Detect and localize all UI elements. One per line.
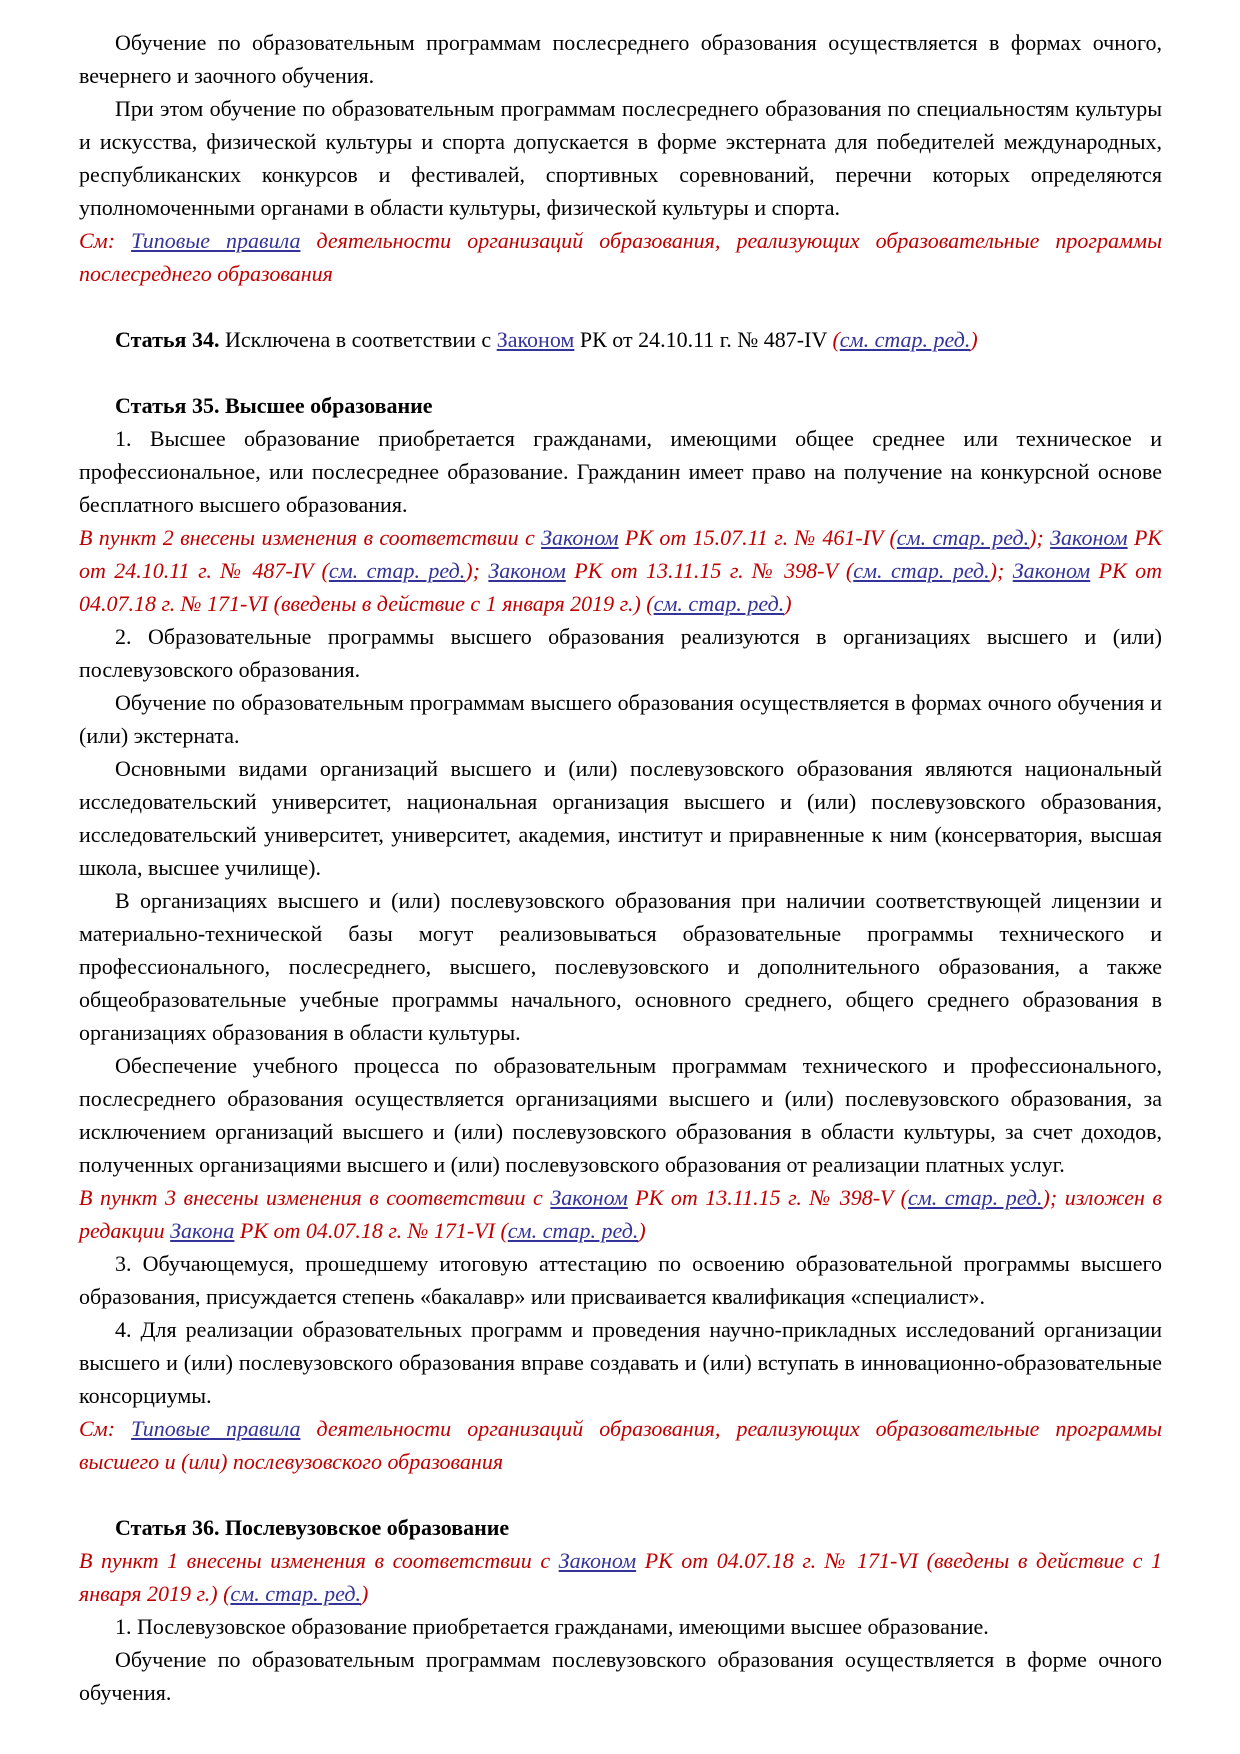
note-text: ); изложен в редакции <box>79 1185 1168 1243</box>
body-text: 2. Образовательные программы высшего образования реализуются в организациях высшего и (или) послевузовского образования. <box>79 624 1168 682</box>
note-text: РК от 13.11.15 г. № 398-V ( <box>565 558 854 583</box>
article-34-line <box>79 323 1162 356</box>
note-text: деятельности организаций образования, реализующих образовательные программы высшего и (или) послевузовского образования <box>79 1416 1168 1474</box>
document-body <box>79 26 1168 1709</box>
note-text: ) <box>361 1581 369 1606</box>
note-text: РК от 15.07.11 г. № 461-IV ( <box>618 525 897 550</box>
link-zakon-rk[interactable]: Законом <box>550 1185 628 1210</box>
note-text: ( <box>832 327 840 352</box>
amendment-note-see-rules-postsecondary <box>79 224 1168 290</box>
note-text: См: <box>79 1416 132 1441</box>
note-text: ) <box>638 1218 646 1243</box>
note-text: ); <box>1029 525 1051 550</box>
bold-text: Статья 36. Послевузовское образование <box>115 1515 510 1540</box>
bold-text: Статья 35. Высшее образование <box>115 393 433 418</box>
link-sm-star-red[interactable]: см. стар. ред. <box>328 558 466 583</box>
body-text: 1. Послевузовское образование приобретается гражданами, имеющими высшее образование. <box>115 1614 989 1639</box>
article-35-point-2-org-types <box>79 752 1168 884</box>
body-text: Обеспечение учебного процесса по образовательным программам технического и профессионального, послесреднего образования осуществляется организациями высшего и (или) послевузовского образования, за исключением организаций высшего и (или) послевузовского образования в области культуры, за счет доходов, полученных организациями высшего и (или) послевузовского образования от реализации платных услуг. <box>79 1053 1168 1177</box>
link-tipovye-pravila[interactable]: Типовые правила <box>131 228 301 253</box>
note-text: РК от 04.07.18 г. № 171-VI ( <box>234 1218 508 1243</box>
amendment-note-point-3 <box>79 1181 1168 1247</box>
body-text: При этом обучение по образовательным программам послесреднего образования по специальностям культуры и искусства, физической культуры и спорта допускается в форме экстерната для победителей международных, республиканских конкурсов и фестивалей, спортивных соревнований, перечни которых определяются уполномоченными органами в области культуры, физической культуры и спорта. <box>79 96 1168 220</box>
paragraph-postsecondary-forms <box>79 26 1168 92</box>
body-text: РК от 24.10.11 г. № 487-IV <box>574 327 833 352</box>
note-text: ); <box>465 558 489 583</box>
body-text: 1. Высшее образование приобретается гражданами, имеющими общее среднее или техническое и профессиональное, или послесреднее образование. Гражданин имеет право на получение на конкурсной основе бесплатного высшего образования. <box>79 426 1168 517</box>
link-zakon-rk[interactable]: Законом <box>496 327 575 352</box>
link-zakon-rk[interactable]: Закона <box>170 1218 235 1243</box>
blank-line <box>79 1478 1162 1511</box>
article-35-point-2-funding <box>79 1049 1168 1181</box>
link-sm-star-red[interactable]: см. стар. ред. <box>853 558 990 583</box>
body-text: Основными видами организаций высшего и (или) послевузовского образования являются национальный исследовательский университет, национальная организация высшего и (или) послевузовского образования, исследовательский университет, университет, академия, институт и приравненные к ним (консерватория, высшая школа, высшее училище). <box>79 756 1168 880</box>
link-sm-star-red[interactable]: см. стар. ред. <box>896 525 1030 550</box>
article-35-heading <box>79 389 1162 422</box>
note-text: деятельности организаций образования, реализующих образовательные программы послесреднего образования <box>79 228 1168 286</box>
body-text: Обучение по образовательным программам послесреднего образования осуществляется в формах очного, вечернего и заочного обучения. <box>79 30 1168 88</box>
note-text: ) <box>970 327 978 352</box>
link-zakon-rk[interactable]: Законом <box>1012 558 1091 583</box>
link-zakon-rk[interactable]: Законом <box>488 558 566 583</box>
article-35-point-2-forms <box>79 686 1168 752</box>
body-text: Исключена в соответствии с <box>219 327 497 352</box>
link-zakon-rk[interactable]: Законом <box>1050 525 1128 550</box>
paragraph-externat <box>79 92 1168 224</box>
link-sm-star-red[interactable]: см. стар. ред. <box>839 327 971 352</box>
article-35-point-2-licenses <box>79 884 1168 1049</box>
note-text: РК от 04.07.18 г. № 171-VI (введены в действие с 1 января 2019 г.) ( <box>79 558 1168 616</box>
link-sm-star-red[interactable]: см. стар. ред. <box>653 591 785 616</box>
article-36-heading <box>79 1511 1162 1544</box>
note-text: РК от 13.11.15 г. № 398-V ( <box>627 1185 908 1210</box>
body-text: Обучение по образовательным программам послевузовского образования осуществляется в форме очного обучения. <box>79 1647 1168 1705</box>
body-text: 3. Обучающемуся, прошедшему итоговую аттестацию по освоению образовательной программы высшего образования, присуждается степень «бакалавр» или присваивается квалификация «специалист». <box>79 1251 1168 1309</box>
link-zakon-rk[interactable]: Законом <box>558 1548 637 1573</box>
amendment-note-point-2 <box>79 521 1168 620</box>
article-35-point-2 <box>79 620 1168 686</box>
note-text: В пункт 1 внесены изменения в соответствии с <box>79 1548 559 1573</box>
note-text: ) <box>784 591 792 616</box>
article-35-point-3 <box>79 1247 1168 1313</box>
link-tipovye-pravila[interactable]: Типовые правила <box>131 1416 301 1441</box>
amendment-note-see-rules-higher <box>79 1412 1168 1478</box>
body-text: Обучение по образовательным программам высшего образования осуществляется в формах очного обучения и (или) экстерната. <box>79 690 1168 748</box>
bold-text: Статья 34. <box>115 327 220 352</box>
blank-line <box>79 290 1162 323</box>
note-text: ); <box>989 558 1013 583</box>
link-sm-star-red[interactable]: см. стар. ред. <box>230 1581 361 1606</box>
article-35-point-1 <box>79 422 1168 521</box>
link-sm-star-red[interactable]: см. стар. ред. <box>907 1185 1043 1210</box>
note-text: В пункт 2 внесены изменения в соответствии с <box>79 525 542 550</box>
link-zakon-rk[interactable]: Законом <box>541 525 619 550</box>
note-text: РК от 24.10.11 г. № 487-IV ( <box>79 525 1168 583</box>
note-text: В пункт 3 внесены изменения в соответствии с <box>79 1185 551 1210</box>
amendment-note-point-1 <box>79 1544 1168 1610</box>
body-text: 4. Для реализации образовательных программ и проведения научно-прикладных исследований организации высшего и (или) послевузовского образования вправе создавать и (или) вступать в инновационно-образовательные консорциумы. <box>79 1317 1168 1408</box>
blank-line <box>79 356 1162 389</box>
body-text: В организациях высшего и (или) послевузовского образования при наличии соответствующей лицензии и материально-технической базы могут реализовываться образовательные программы технического и профессионального, послесреднего, высшего, послевузовского и дополнительного образования, а также общеобразовательные учебные программы начального, основного среднего, общего среднего образования в организациях образования в области культуры. <box>79 888 1168 1045</box>
article-36-point-1 <box>79 1610 1162 1643</box>
note-text: См: <box>79 228 132 253</box>
note-text: РК от 04.07.18 г. № 171-VI (введены в действие с 1 января 2019 г.) ( <box>79 1548 1168 1606</box>
link-sm-star-red[interactable]: см. стар. ред. <box>507 1218 639 1243</box>
article-35-point-4 <box>79 1313 1168 1412</box>
article-36-point-1-forms <box>79 1643 1168 1709</box>
